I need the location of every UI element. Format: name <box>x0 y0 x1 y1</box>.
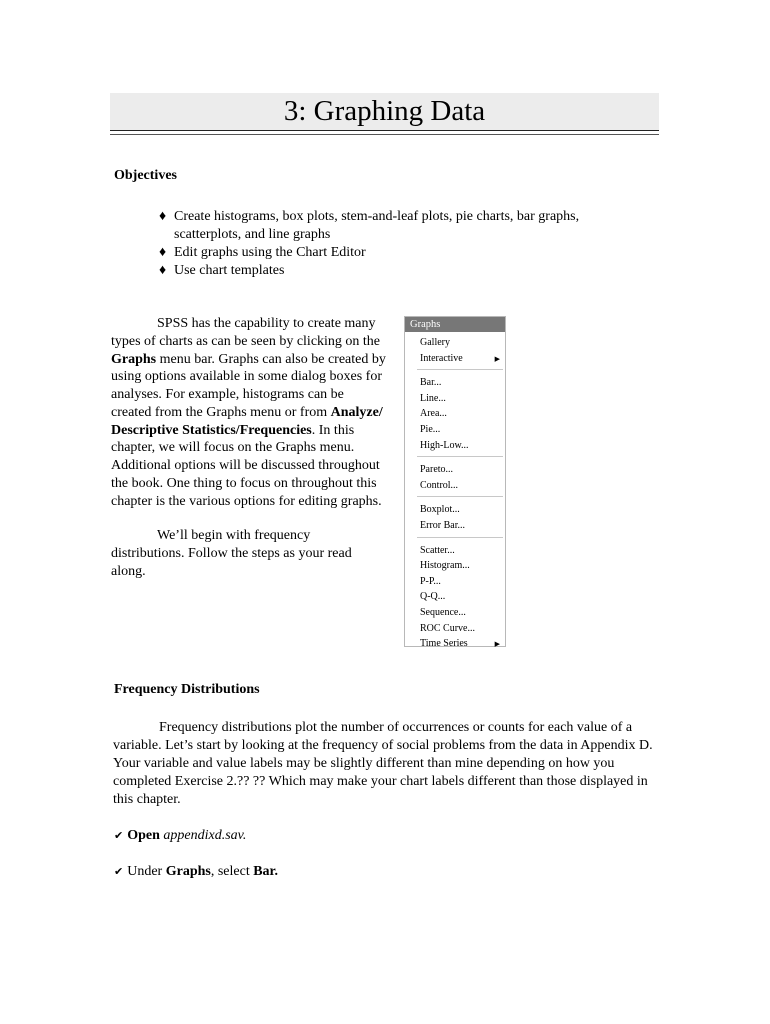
menu-separator <box>417 456 503 457</box>
objective-text: Use chart templates <box>174 263 285 278</box>
menu-item-time-series[interactable]: Time Series ▶ <box>420 638 500 650</box>
chapter-title: 3: Graphing Data <box>283 95 486 127</box>
objective-item <box>159 208 639 244</box>
menu-item-line[interactable]: Line... <box>420 392 446 404</box>
menu-separator <box>417 496 503 497</box>
objectives-heading: Objectives <box>114 168 177 183</box>
menu-separator <box>417 369 503 370</box>
menu-item-interactive[interactable]: Interactive ▶ <box>420 352 500 364</box>
intro-paragraph: We’ll begin with frequency distributions. Follow the steps as your read along. <box>111 528 352 579</box>
menu-item-p-p[interactable]: P-P... <box>420 575 441 587</box>
menu-item-scatter[interactable]: Scatter... <box>420 544 455 556</box>
menu-item-error-bar[interactable]: Error Bar... <box>420 520 465 531</box>
objective-text: Edit graphs using the Chart Editor <box>174 245 366 260</box>
checkmark-icon: ✔ <box>114 829 124 842</box>
title-rule-bottom <box>110 134 659 135</box>
diamond-bullet-icon: ♦ <box>159 263 167 278</box>
menu-item-control[interactable]: Control... <box>420 479 459 491</box>
intro-paragraph: SPSS has the capability to create many types of charts as can be seen by clicking on the Graphs menu bar. Graphs can also be created by using options available in some dialog boxes for analyses. For example, histograms can be created from the Graphs menu or from Analyze/ Descriptive Statistics/Frequencies. In this chapter, we will focus on the Graphs menu. Additional options will be discussed throughout the book. One thing to focus on throughout this chapter is the various options for editing graphs. <box>111 316 386 509</box>
title-rule-top <box>110 130 659 131</box>
menu-item-area[interactable]: Area... <box>420 408 447 420</box>
objective-item <box>159 244 639 262</box>
diamond-bullet-icon: ♦ <box>159 245 167 260</box>
menu-item-histogram[interactable]: Histogram... <box>420 560 470 572</box>
menu-item-q-q[interactable]: Q-Q... <box>420 591 446 603</box>
chapter-title-bar <box>110 93 659 130</box>
graphs-menu-screenshot <box>404 316 506 650</box>
menu-item-bar[interactable]: Bar... <box>420 377 442 389</box>
checkmark-icon: ✔ <box>114 865 124 878</box>
step-open: ✔ Open appendixd.sav. <box>114 828 247 843</box>
menu-item-roc-curve[interactable]: ROC Curve... <box>420 622 475 634</box>
submenu-arrow-icon: ▶ <box>494 354 500 363</box>
menu-item-pie[interactable]: Pie... <box>420 424 441 435</box>
frequency-paragraph: Frequency distributions plot the number of occurrences or counts for each value of a variable. Let’s start by looking at the frequency of social problems from the data in Appendix D. Your variable and value labels may be slightly different than mine depending on how you completed Exercise 2.?? ?? Which may make your chart labels different than those displayed in this chapter. <box>113 720 653 807</box>
frequency-heading: Frequency Distributions <box>114 682 260 697</box>
menu-item-boxplot[interactable]: Boxplot... <box>420 504 460 516</box>
objective-item <box>159 262 639 280</box>
step-under-graphs: ✔ Under Graphs, select Bar. <box>114 864 278 879</box>
menu-separator <box>417 537 503 538</box>
menu-item-pareto[interactable]: Pareto... <box>420 464 454 476</box>
menu-item-high-low[interactable]: High-Low... <box>420 439 469 451</box>
menu-item-gallery[interactable]: Gallery <box>420 337 450 348</box>
menu-item-sequence[interactable]: Sequence... <box>420 607 466 618</box>
submenu-arrow-icon: ▶ <box>494 640 500 649</box>
objectives-list <box>159 208 639 280</box>
graphs-menu-header: Graphs <box>405 317 505 332</box>
diamond-bullet-icon: ♦ <box>159 209 167 224</box>
objective-text: Create histograms, box plots, stem-and-leaf plots, pie charts, bar graphs, scatterplots, and line graphs <box>174 209 580 242</box>
intro-text <box>111 315 386 581</box>
